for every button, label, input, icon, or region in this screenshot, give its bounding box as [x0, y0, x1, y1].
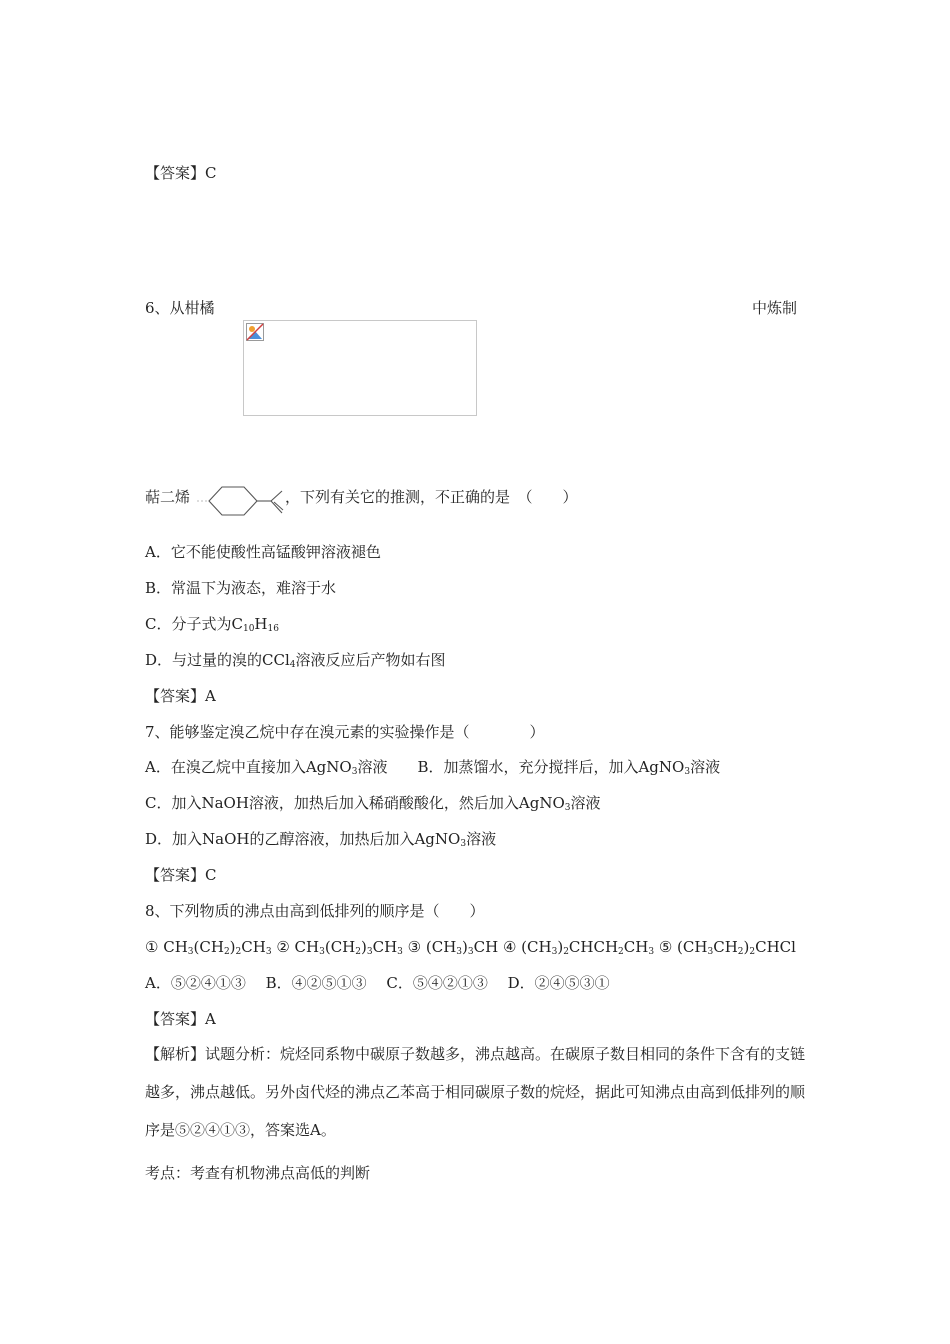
- q7-option-c: C．加入NaOH溶液，加热后加入稀硝酸酸化，然后加入AgNO$_3$溶液: [145, 794, 601, 813]
- q6-stem-name: 萜二烯: [145, 488, 191, 506]
- q8-kaodian: 考点：考查有机物沸点高低的判断: [145, 1164, 371, 1182]
- broken-image-placeholder: [243, 320, 477, 416]
- q8-options: A．⑤②④①③ B．④②⑤①③ C．⑤④②①③ D．②④⑤③①: [145, 974, 610, 992]
- q8-analysis-label: 【解析】: [145, 1045, 206, 1063]
- q6-option-d: D．与过量的溴的CCl$_4$溶液反应后产物如右图: [145, 651, 446, 670]
- q7-answer: 【答案】C: [145, 866, 217, 884]
- q7-option-ab: A．在溴乙烷中直接加入AgNO$_3$溶液 B．加蒸馏水，充分搅拌后，加入AgNO$_3$溶液: [145, 758, 721, 777]
- q7-stem: 7、能够鉴定溴乙烷中存在溴元素的实验操作是（ ）: [145, 723, 545, 741]
- q8-compounds: ① $CH_3(CH_2)_2CH_3$ ② $CH_3(CH_2)_3CH_3$ ③ $(CH_3)_3CH$ ④ $(CH_3)_2CHCH_2CH_3$ ⑤ $(CH_3CH_2)_2CHCl$: [145, 938, 796, 957]
- terpene-diene-structure-icon: [197, 483, 292, 519]
- q8-analysis: [145, 1035, 807, 1149]
- q6-answer: 【答案】A: [145, 687, 216, 705]
- q8-answer: 【答案】A: [145, 1010, 216, 1028]
- q6-option-a: A．它不能使酸性高锰酸钾溶液褪色: [145, 543, 381, 561]
- q6-lead: 6、从柑橘: [145, 299, 215, 317]
- q7-option-d: D．加入NaOH的乙醇溶液，加热后加入AgNO$_3$溶液: [145, 830, 497, 849]
- q8-stem: 8、下列物质的沸点由高到低排列的顺序是（ ）: [145, 902, 485, 920]
- q6-stem-tail: ，下列有关它的推测，不正确的是 （ ）: [285, 488, 578, 506]
- q6-option-c: C．分子式为$C_{10}H_{16}$: [145, 615, 279, 634]
- q6-option-b: B．常温下为液态，难溶于水: [145, 579, 337, 597]
- q5-answer: 【答案】C: [145, 164, 217, 182]
- broken-image-icon: [246, 323, 264, 341]
- q6-lead-right: 中炼制: [752, 299, 798, 317]
- q8-analysis-text: 试题分析：烷烃同系物中碳原子数越多，沸点越高。在碳原子数目相同的条件下含有的支链越多，沸点越低。另外卤代烃的沸点乙苯高于相同碳原子数的烷烃，据此可知沸点由高到低排列的顺序是⑤②④①③，答案选A。: [145, 1045, 806, 1139]
